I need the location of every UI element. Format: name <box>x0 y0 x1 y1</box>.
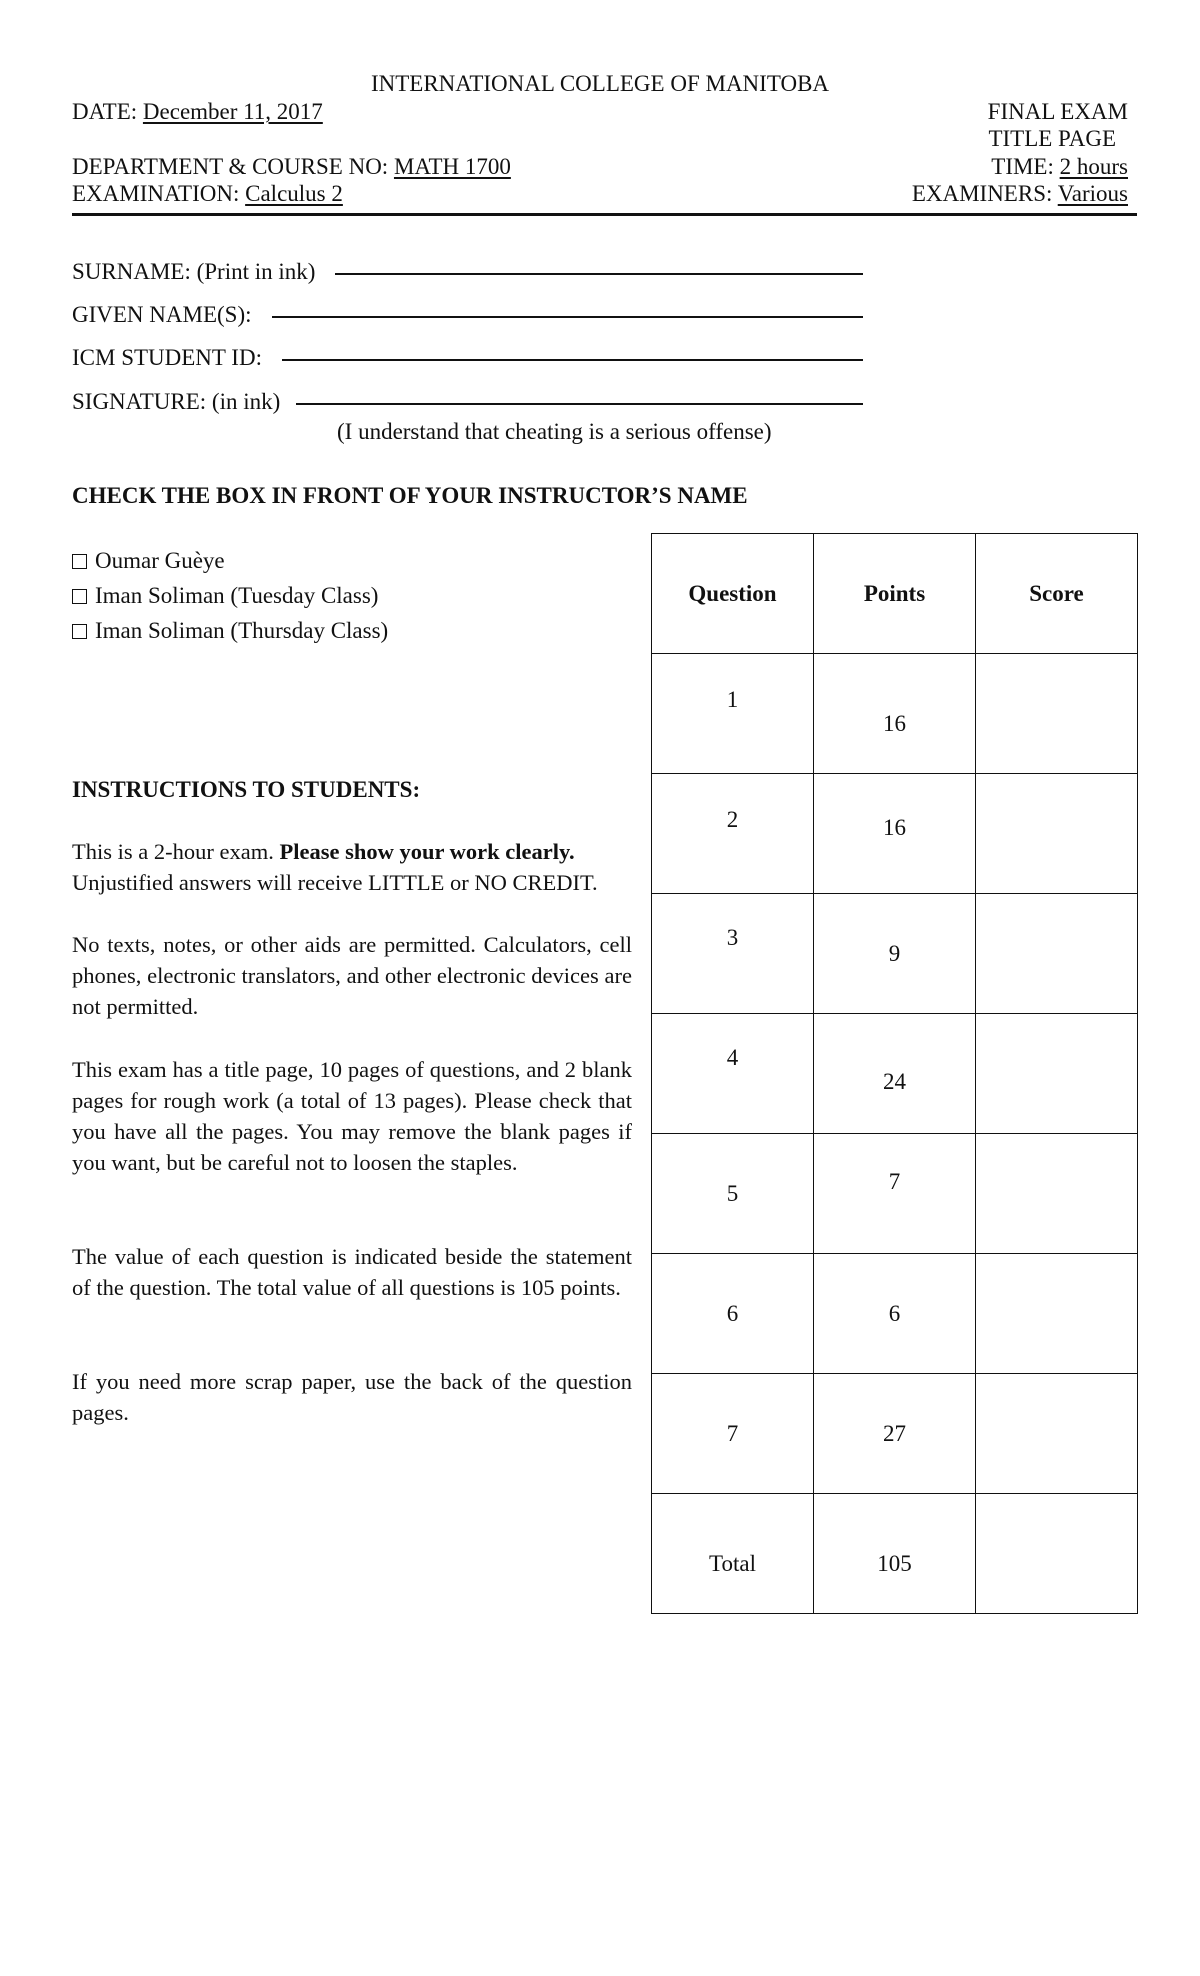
question-header: Question <box>652 534 814 654</box>
instructor-option[interactable] <box>72 547 225 575</box>
question-number: 4 <box>726 1044 739 1070</box>
instructor-name: Iman Soliman (Thursday Class) <box>95 618 389 643</box>
examiners-label: EXAMINERS: <box>911 181 1053 206</box>
surname-input-line[interactable] <box>335 273 863 275</box>
dept-value: MATH 1700 <box>393 154 511 179</box>
points-header: Points <box>814 534 976 654</box>
question-number: 3 <box>726 924 739 950</box>
table-row <box>652 1014 1138 1134</box>
instructions-paragraph: This exam has a title page, 10 pages of questions, and 2 blank pages for rough work (a total of 13 pages). Please check that you have all the pages. You may remove the blank pages if you want, but be careful not to loosen the staples. <box>72 1057 632 1175</box>
score-header: Score <box>976 534 1138 654</box>
exam-time <box>991 153 1128 181</box>
college-name: INTERNATIONAL COLLEGE OF MANITOBA <box>370 71 830 96</box>
exam-value: Calculus 2 <box>245 181 343 206</box>
question-points: 24 <box>883 1068 906 1094</box>
checkbox[interactable] <box>72 554 87 569</box>
total-points: 105 <box>877 1550 912 1576</box>
time-label: TIME: <box>991 154 1054 179</box>
question-points: 16 <box>883 710 906 736</box>
table-row <box>652 654 1138 774</box>
department-course <box>72 153 511 181</box>
instructor-option[interactable] <box>72 617 388 645</box>
time-value: 2 hours <box>1059 154 1128 179</box>
page-type: TITLE PAGE <box>988 126 1116 151</box>
instructions-paragraph: No texts, notes, or other aids are permitted. Calculators, cell phones, electronic translators, and other electronic devices are not permitted. <box>72 932 632 1019</box>
instructions-paragraph: The value of each question is indicated beside the statement of the question. The total value of all questions is 105 points. <box>72 1244 632 1300</box>
score-cell[interactable] <box>976 654 1138 774</box>
question-points: 9 <box>888 940 901 966</box>
question-number: 2 <box>726 806 739 832</box>
checkbox[interactable] <box>72 589 87 604</box>
total-label: Total <box>709 1550 756 1576</box>
student-id-input-line[interactable] <box>282 359 863 361</box>
p1-bold: Please show your work clearly. <box>279 839 575 864</box>
p1-start: This is a 2-hour exam. <box>72 839 280 864</box>
exam-type: FINAL EXAM <box>987 99 1128 124</box>
p1-end: Unjustified answers will receive LITTLE or NO CREDIT. <box>72 870 598 895</box>
surname-label: SURNAME: (Print in ink) <box>72 259 316 284</box>
total-score-cell[interactable] <box>976 1494 1138 1614</box>
table-row <box>652 894 1138 1014</box>
exam-label: EXAMINATION: <box>72 181 240 206</box>
question-points: 16 <box>883 814 906 840</box>
instructor-option[interactable] <box>72 582 378 610</box>
date-value: December 11, 2017 <box>142 99 323 124</box>
table-row <box>652 1134 1138 1254</box>
question-number: 7 <box>726 1420 739 1446</box>
question-points: 27 <box>883 1420 906 1446</box>
exam-date <box>72 98 323 126</box>
question-number: 6 <box>726 1300 739 1326</box>
examiners <box>912 180 1128 208</box>
signature-label: SIGNATURE: (in ink) <box>72 389 281 414</box>
checkbox[interactable] <box>72 624 87 639</box>
instructor-heading: CHECK THE BOX IN FRONT OF YOUR INSTRUCTOR’S NAME <box>72 483 748 508</box>
date-label: DATE: <box>72 99 138 124</box>
signature-input-line[interactable] <box>296 403 863 405</box>
table-row <box>652 774 1138 894</box>
student-id-label: ICM STUDENT ID: <box>72 345 262 370</box>
given-names-input-line[interactable] <box>272 316 863 318</box>
instructions-paragraph <box>72 836 632 898</box>
examination <box>72 180 343 208</box>
question-number: 5 <box>726 1180 739 1206</box>
table-row <box>652 1254 1138 1374</box>
given-names-label: GIVEN NAME(S): <box>72 302 252 327</box>
header-rule <box>72 213 1137 216</box>
score-cell[interactable] <box>976 1134 1138 1254</box>
score-cell[interactable] <box>976 1374 1138 1494</box>
question-points: 7 <box>888 1168 901 1194</box>
score-cell[interactable] <box>976 774 1138 894</box>
examiners-value: Various <box>1057 181 1128 206</box>
question-points: 6 <box>888 1300 901 1326</box>
total-row <box>652 1494 1138 1614</box>
score-table <box>651 533 1138 1614</box>
score-cell[interactable] <box>976 1254 1138 1374</box>
table-header-row <box>652 534 1138 654</box>
dept-label: DEPARTMENT & COURSE NO: <box>72 154 389 179</box>
score-cell[interactable] <box>976 1014 1138 1134</box>
score-cell[interactable] <box>976 894 1138 1014</box>
instructor-name: Oumar Guèye <box>95 548 225 573</box>
signature-note: (I understand that cheating is a serious offense) <box>337 419 772 444</box>
instructions-paragraph: If you need more scrap paper, use the back of the question pages. <box>72 1369 632 1425</box>
table-row <box>652 1374 1138 1494</box>
instructions-heading: INSTRUCTIONS TO STUDENTS: <box>72 777 421 802</box>
instructor-name: Iman Soliman (Tuesday Class) <box>95 583 379 608</box>
question-number: 1 <box>726 686 739 712</box>
